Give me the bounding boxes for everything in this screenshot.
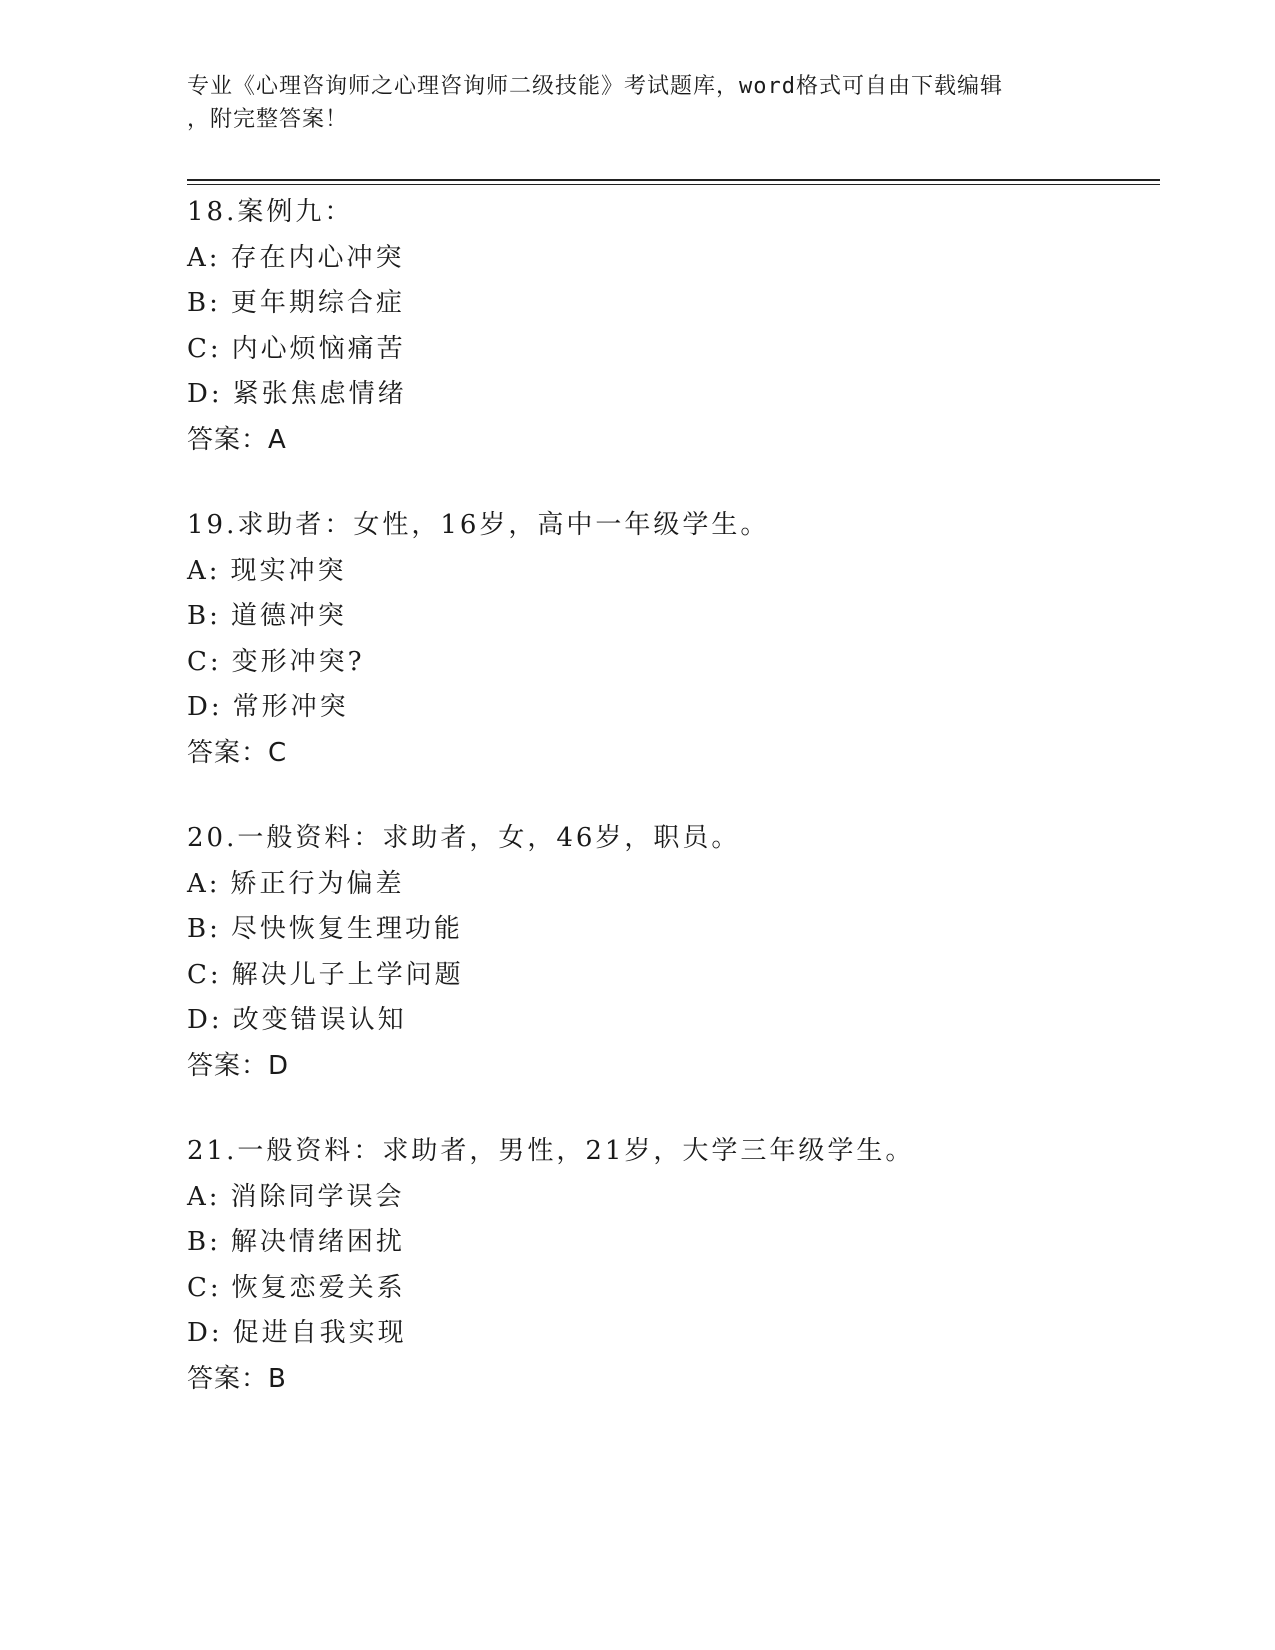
option-key: C: [187,1272,222,1303]
option-key: B: [187,288,221,318]
question-stem: 20.一般资料：求助者，女，46岁，职员。 [187,823,741,853]
document-header [187,70,1087,136]
option-key: C: [187,959,222,990]
option-a [187,1175,1137,1221]
question-19 [187,503,1137,776]
option-key: B: [187,601,221,631]
option-text: 紧张焦虑情绪 [232,379,407,409]
question-stem: 19.求助者：女性，16岁，高中一年级学生。 [187,510,770,540]
option-text: 存在内心冲突 [230,242,405,273]
option-text: 更年期综合症 [230,288,405,318]
option-key: C: [187,333,222,364]
option-a [187,236,1137,282]
option-d [187,685,1137,731]
answer-line: 答案：B [187,1363,287,1394]
question-list [187,190,1137,1442]
option-text: 解决情绪困扰 [230,1227,405,1257]
option-text: 常形冲突 [232,692,349,722]
option-key: B: [187,1227,221,1257]
option-key: D: [187,1005,223,1035]
header-line-2: ，附完整答案！ [187,107,349,132]
option-key: A: [187,1181,221,1212]
option-text: 内心烦恼痛苦 [231,333,406,364]
option-c [187,327,1137,373]
question-stem: 18.案例九： [187,197,354,227]
option-key: B: [187,914,221,944]
option-text: 道德冲突 [230,601,347,631]
option-text: 恢复恋爱关系 [231,1272,406,1303]
option-d [187,1311,1137,1357]
answer-line: 答案：A [187,424,287,455]
option-a [187,862,1137,908]
question-20 [187,816,1137,1089]
option-key: D: [187,379,223,409]
question-18 [187,190,1137,463]
option-key: D: [187,1318,223,1348]
option-key: A: [187,242,221,273]
header-divider-thick [187,179,1160,181]
option-d [187,998,1137,1044]
option-c [187,640,1137,686]
option-text: 变形冲突? [231,646,365,677]
option-b [187,594,1137,640]
option-b [187,907,1137,953]
question-21 [187,1129,1137,1402]
answer-line: 答案：D [187,1050,290,1081]
option-key: A: [187,555,221,586]
option-key: A: [187,868,221,899]
option-b [187,1220,1137,1266]
option-c [187,1266,1137,1312]
header-line-1: 专业《心理咨询师之心理咨询师二级技能》考试题库，word格式可自由下载编辑 [187,74,1003,99]
question-stem: 21.一般资料：求助者，男性，21岁，大学三年级学生。 [187,1136,915,1166]
option-b [187,281,1137,327]
option-d [187,372,1137,418]
option-text: 消除同学误会 [230,1181,405,1212]
option-c [187,953,1137,999]
option-text: 尽快恢复生理功能 [230,914,463,944]
option-key: D: [187,692,223,722]
option-text: 改变错误认知 [232,1005,407,1035]
option-a [187,549,1137,595]
option-text: 现实冲突 [230,555,347,586]
option-text: 解决儿子上学问题 [231,959,464,990]
option-key: C: [187,646,222,677]
header-divider-thin [187,184,1160,185]
option-text: 促进自我实现 [232,1318,407,1348]
option-text: 矫正行为偏差 [230,868,405,899]
answer-line: 答案：C [187,737,288,768]
